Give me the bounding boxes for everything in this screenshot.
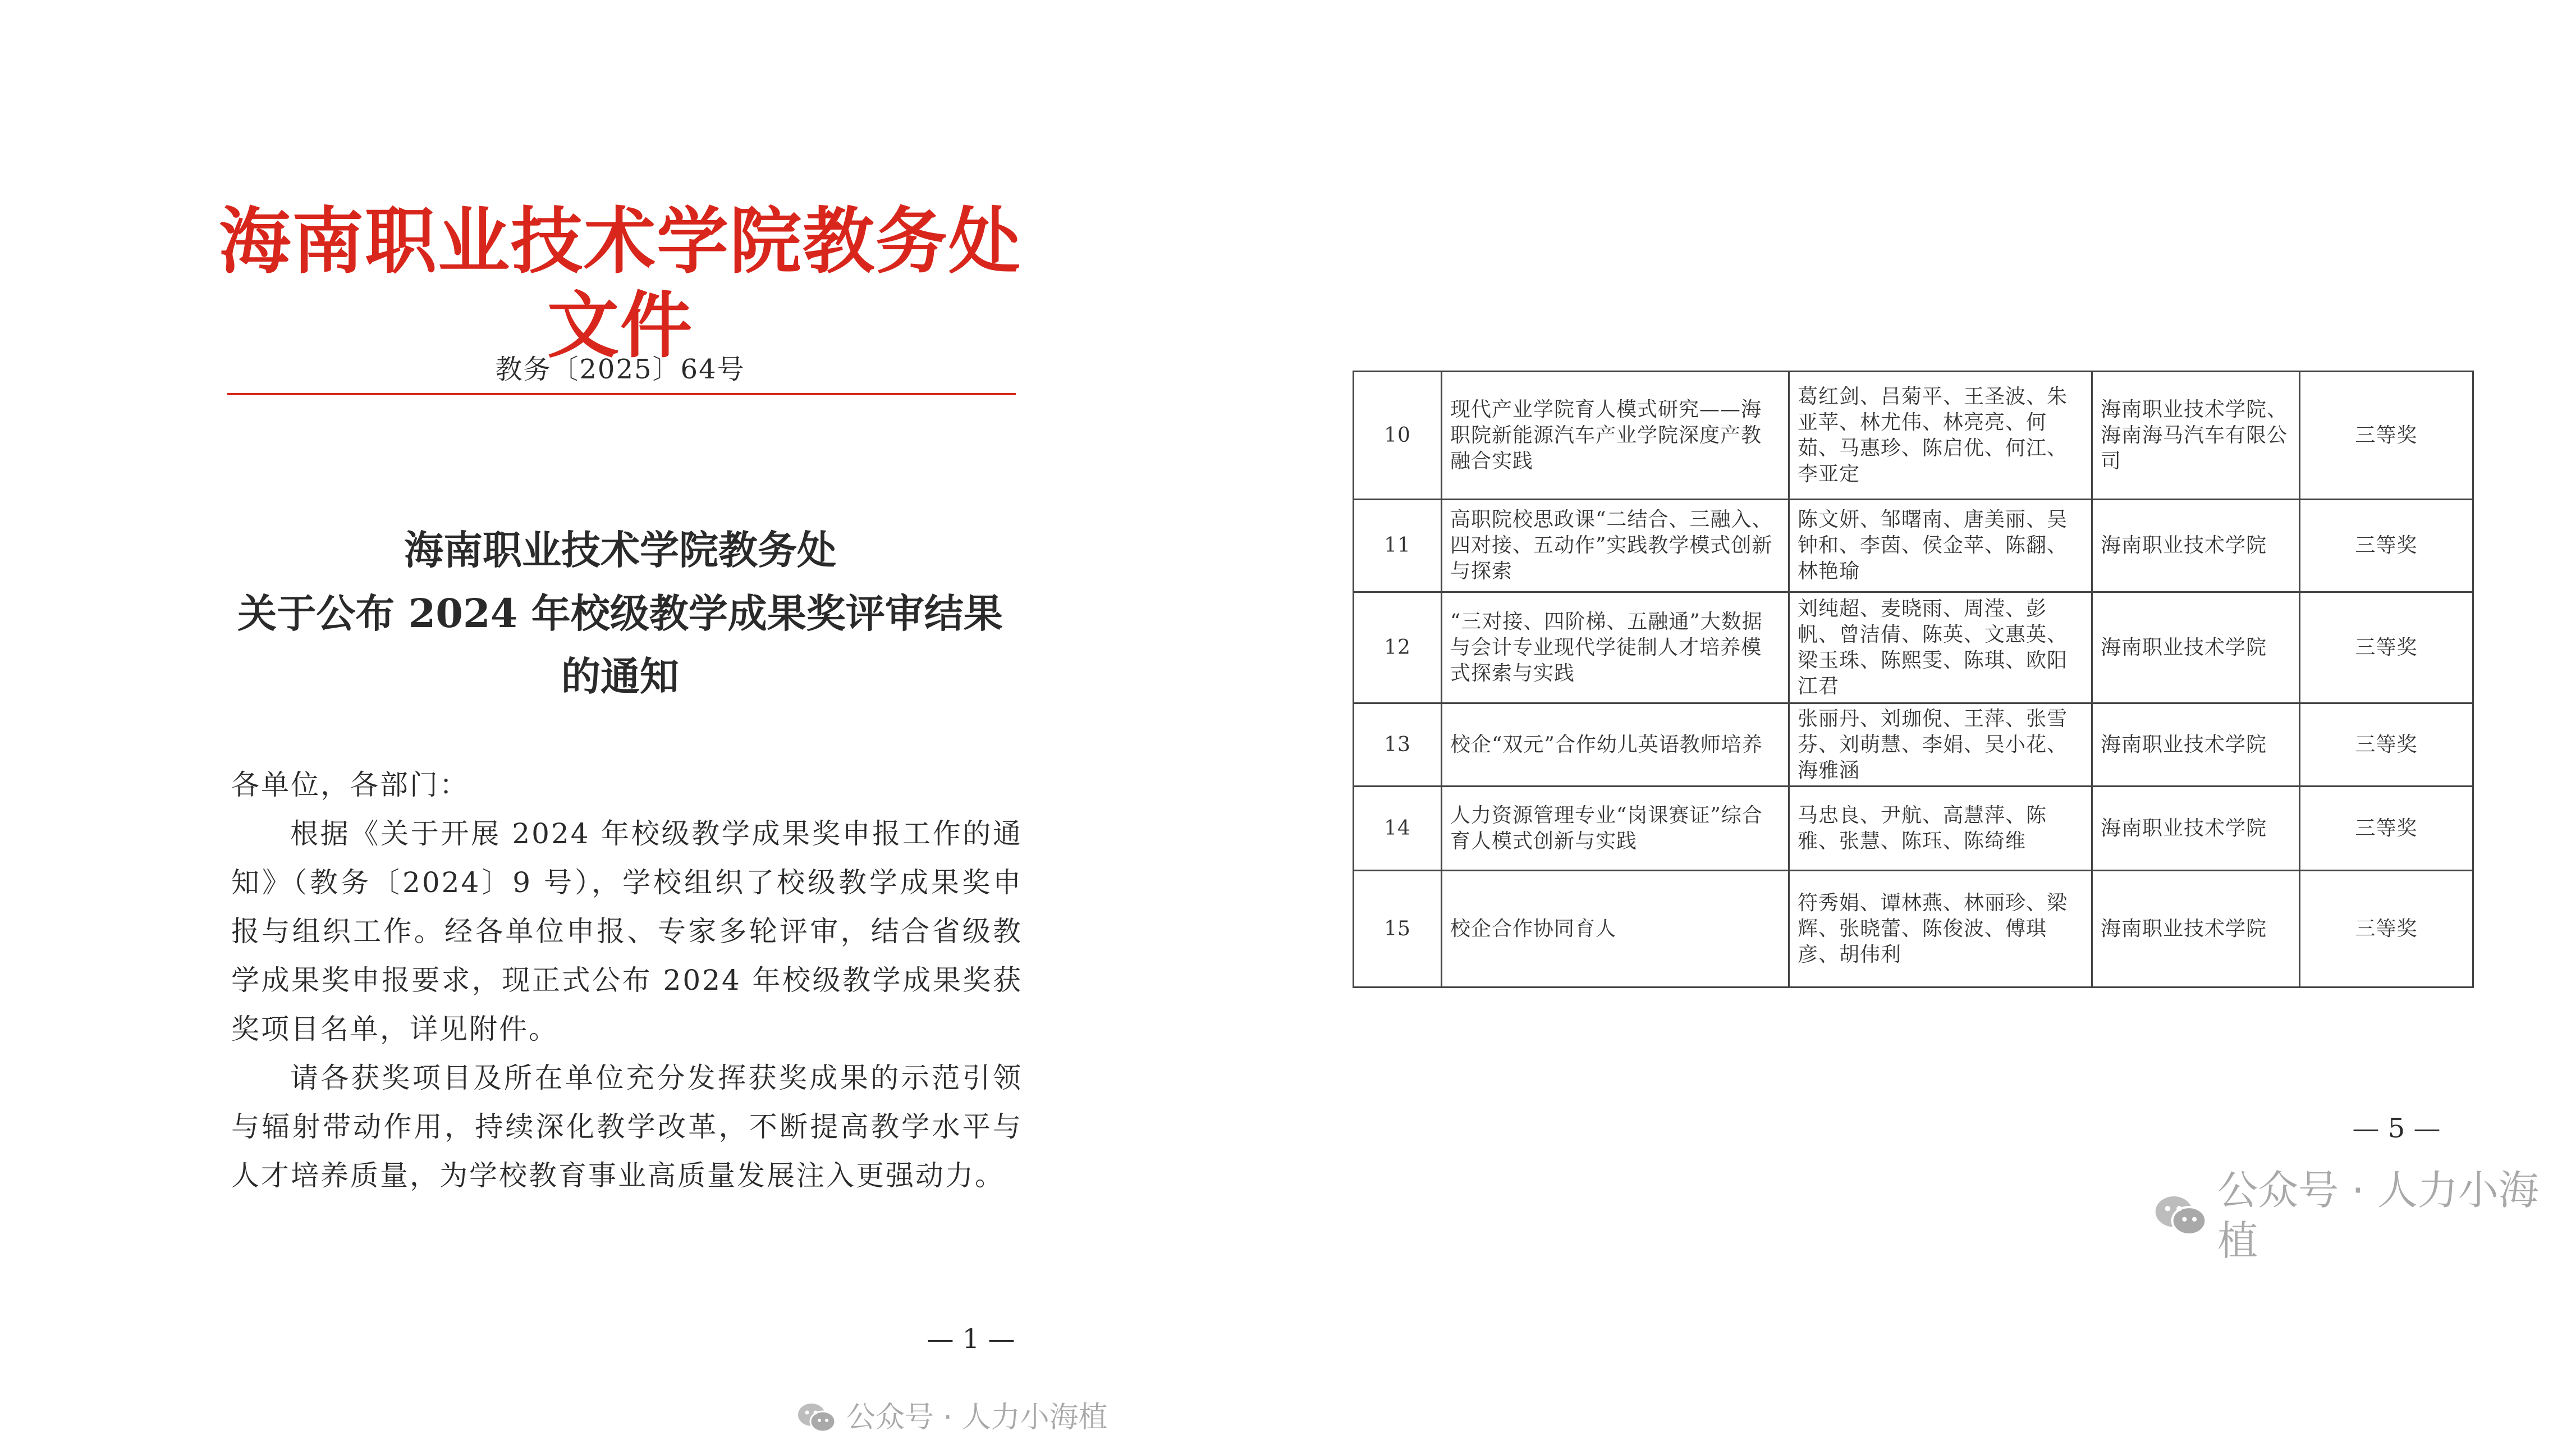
project-name: “三对接、四阶梯、五融通”大数据与会计专业现代学徒制人才培养模式探索与实践 bbox=[1442, 592, 1789, 703]
project-unit: 海南职业技术学院 bbox=[2092, 871, 2300, 988]
document-number: 教务〔2025〕64号 bbox=[495, 354, 745, 385]
document-header-title: 海南职业技术学院教务处文件 bbox=[218, 199, 1021, 368]
table-row bbox=[1354, 372, 2473, 500]
table-row bbox=[1354, 787, 2473, 871]
project-members: 张丽丹、刘珈倪、王萍、张雪芬、刘萌慧、李娟、吴小花、海雅涵 bbox=[1789, 703, 2092, 787]
project-name: 高职院校思政课“二结合、三融入、四对接、五动作”实践教学模式创新与探索 bbox=[1442, 500, 1789, 592]
award-level: 三等奖 bbox=[2300, 787, 2473, 871]
table-row bbox=[1354, 500, 2473, 592]
project-unit: 海南职业技术学院 bbox=[2092, 592, 2300, 703]
project-name: 人力资源管理专业“岗课赛证”综合育人模式创新与实践 bbox=[1442, 787, 1789, 871]
table-row bbox=[1354, 871, 2473, 988]
project-members: 符秀娟、谭林燕、林丽珍、梁辉、张晓蕾、陈俊波、傅琪彦、胡伟利 bbox=[1789, 871, 2092, 988]
page-number-left: — 1 — bbox=[927, 1323, 1015, 1355]
project-members: 马忠良、尹航、高慧萍、陈雅、张慧、陈珏、陈绮维 bbox=[1789, 787, 2092, 871]
body-paragraph-1: 根据《关于开展 2024 年校级教学成果奖申报工作的通知》（教务〔2024〕9 号），学校组织了校级教学成果奖申报与组织工作。经各单位申报、专家多轮评审，结合省级教学成果奖申报要求，现正式公布 2024 年校级教学成果奖获奖项目名单，详见附件。 bbox=[231, 817, 1023, 1045]
row-number: 15 bbox=[1354, 871, 1442, 988]
salutation: 各单位，各部门： bbox=[231, 769, 469, 801]
row-number: 12 bbox=[1354, 592, 1442, 703]
project-unit: 海南职业技术学院 bbox=[2092, 703, 2300, 787]
wechat-icon bbox=[797, 1401, 836, 1434]
award-results-table bbox=[1353, 371, 2474, 988]
project-unit: 海南职业技术学院、海南海马汽车有限公司 bbox=[2092, 372, 2300, 500]
project-members: 刘纯超、麦晓雨、周滢、彭帆、曾洁倩、陈英、文惠英、梁玉珠、陈熙雯、陈琪、欧阳江君 bbox=[1789, 592, 2092, 703]
table-row bbox=[1354, 592, 2473, 703]
table-row bbox=[1354, 703, 2473, 787]
watermark-bottom bbox=[797, 1398, 1108, 1437]
page-number-right: — 5 — bbox=[2352, 1113, 2441, 1144]
notice-title-line-3: 的通知 bbox=[561, 653, 679, 700]
award-level: 三等奖 bbox=[2300, 372, 2473, 500]
award-level: 三等奖 bbox=[2300, 871, 2473, 988]
watermark-text: 公众号 · 人力小海植 bbox=[2217, 1167, 2539, 1264]
project-name: 校企合作协同育人 bbox=[1442, 871, 1789, 988]
award-level: 三等奖 bbox=[2300, 703, 2473, 787]
project-members: 陈文妍、邹曙南、唐美丽、吴钟和、李茵、侯金苹、陈翻、林艳瑜 bbox=[1789, 500, 2092, 592]
header-red-divider bbox=[227, 393, 1016, 395]
wechat-icon bbox=[2154, 1193, 2207, 1238]
body-paragraph-2: 请各获奖项目及所在单位充分发挥获奖成果的示范引领与辐射带动作用，持续深化教学改革，不断提高教学水平与人才培养质量，为学校教育事业高质量发展注入更强动力。 bbox=[231, 1062, 1023, 1192]
row-number: 11 bbox=[1354, 500, 1442, 592]
project-members: 葛红剑、吕菊平、王圣波、朱亚苹、林尤伟、林亮亮、何茹、马惠珍、陈启优、何江、李亚定 bbox=[1789, 372, 2092, 500]
notice-title-line-1: 海南职业技术学院教务处 bbox=[404, 527, 836, 573]
award-level: 三等奖 bbox=[2300, 500, 2473, 592]
notice-title-line-2: 关于公布 2024 年校级教学成果奖评审结果 bbox=[237, 590, 1003, 637]
award-level: 三等奖 bbox=[2300, 592, 2473, 703]
row-number: 10 bbox=[1354, 372, 1442, 500]
watermark-right bbox=[2154, 1165, 2576, 1266]
project-unit: 海南职业技术学院 bbox=[2092, 500, 2300, 592]
row-number: 13 bbox=[1354, 703, 1442, 787]
project-name: 现代产业学院育人模式研究——海职院新能源汽车产业学院深度产教融合实践 bbox=[1442, 372, 1789, 500]
project-name: 校企“双元”合作幼儿英语教师培养 bbox=[1442, 703, 1789, 787]
project-unit: 海南职业技术学院 bbox=[2092, 787, 2300, 871]
row-number: 14 bbox=[1354, 787, 1442, 871]
watermark-text: 公众号 · 人力小海植 bbox=[846, 1401, 1108, 1434]
